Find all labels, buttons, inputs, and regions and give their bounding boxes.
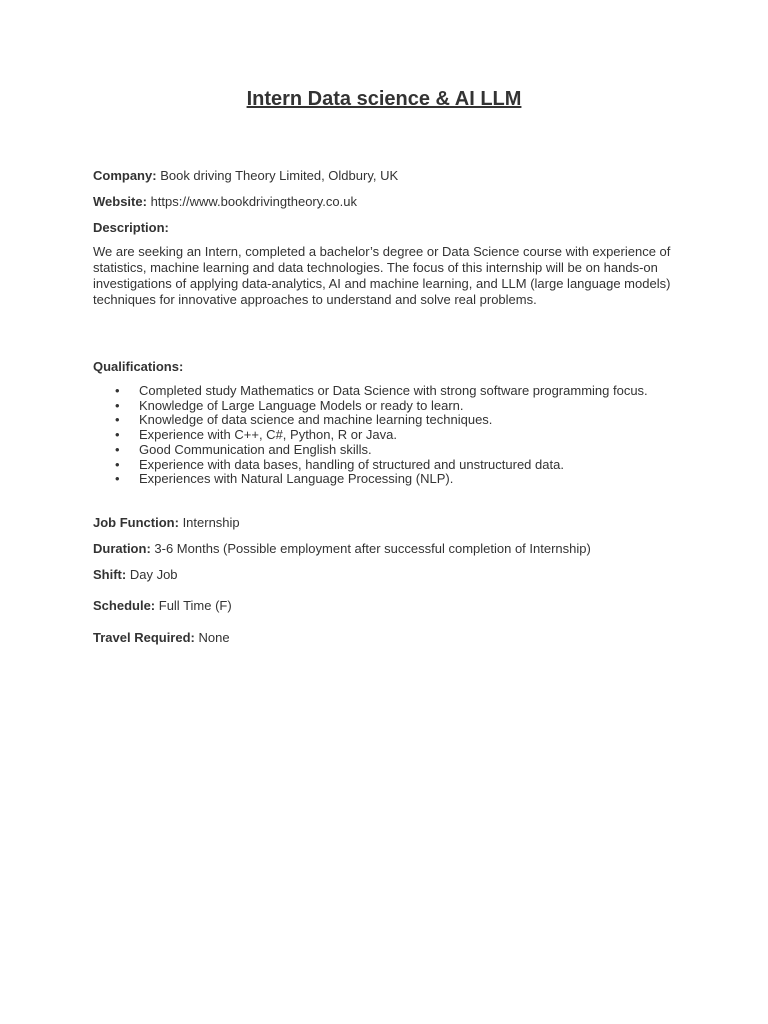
website-field <box>93 194 357 210</box>
shift-field <box>93 567 178 583</box>
list-item: • Knowledge of Large Language Models or ready to learn. <box>115 397 464 413</box>
list-item: • Knowledge of data science and machine learning techniques. <box>115 412 493 428</box>
job-function-value: Internship <box>182 515 240 530</box>
list-item: • Completed study Mathematics or Data Science with strong software programming focus. <box>115 383 648 398</box>
schedule-value: Full Time (F) <box>158 598 232 613</box>
list-item: • Good Communication and English skills. <box>115 441 372 457</box>
duration-field <box>93 541 591 557</box>
bullet-icon: • <box>115 471 120 487</box>
travel-field <box>93 630 230 646</box>
website-value: https://www.bookdrivingtheory.co.uk <box>150 194 357 209</box>
bullet-icon: • <box>115 397 120 413</box>
description-text: We are seeking an Intern, completed a bachelor’s degree or Data Science course with experience of statistics, machine learning and data technologies. The focus of this internship will be on hands-on investigations of applying data-analytics, AI and machine learning, and LLM (large language models) techniques for innovative approaches to understand and solve real problems. <box>93 244 671 307</box>
description-label: Description: <box>93 220 169 235</box>
company-label: Company: <box>93 168 157 183</box>
job-function-label: Job Function: <box>93 515 179 530</box>
website-label: Website: <box>93 194 147 209</box>
shift-label: Shift: <box>93 567 127 582</box>
job-function-field <box>93 515 240 531</box>
duration-value: 3-6 Months (Possible employment after successful completion of Internship) <box>154 541 591 556</box>
list-item: • Experiences with Natural Language Processing (NLP). <box>115 471 454 487</box>
shift-value: Day Job <box>129 567 178 582</box>
travel-value: None <box>198 630 230 645</box>
bullet-icon: • <box>115 456 120 472</box>
description-heading <box>93 220 169 236</box>
company-value: Book driving Theory Limited, Oldbury, UK <box>160 168 399 183</box>
qualifications-heading <box>93 359 183 375</box>
schedule-field <box>93 598 232 614</box>
qualifications-list <box>93 384 693 487</box>
duration-label: Duration: <box>93 541 151 556</box>
travel-label: Travel Required: <box>93 630 195 645</box>
page-title: Intern Data science & AI LLM <box>246 88 522 110</box>
list-item: • Experience with data bases, handling of structured and unstructured data. <box>115 456 564 472</box>
schedule-label: Schedule: <box>93 598 156 613</box>
qualifications-label: Qualifications: <box>93 359 184 374</box>
bullet-icon: • <box>115 427 120 443</box>
company-field <box>93 168 398 184</box>
list-item: • Experience with C++, C#, Python, R or Java. <box>115 427 397 443</box>
bullet-icon: • <box>115 383 120 398</box>
bullet-icon: • <box>115 412 120 428</box>
bullet-icon: • <box>115 441 120 457</box>
